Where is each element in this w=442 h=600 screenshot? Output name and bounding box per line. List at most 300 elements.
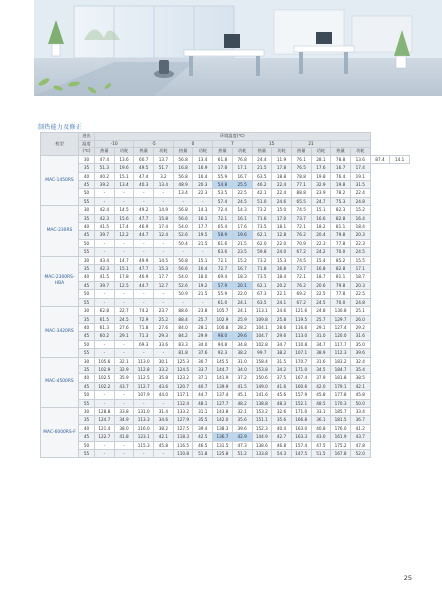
value-cell: 51.2: [232, 450, 252, 458]
value-cell: 124.5: [173, 365, 193, 373]
value-cell: 88.6: [173, 307, 193, 315]
value-cell: 60.7: [134, 155, 154, 163]
value-cell: 81.8: [173, 349, 193, 357]
value-cell: 17.1: [232, 164, 252, 172]
value-cell: 35.5: [193, 416, 213, 424]
table-row: [41, 214, 410, 222]
value-cell: 150.6: [252, 374, 272, 382]
value-cell: 183.2: [331, 357, 351, 365]
value-cell: 18.1: [272, 223, 292, 231]
table-row: [41, 290, 410, 298]
value-cell: 112.4: [173, 399, 193, 407]
value-cell: 24.5: [350, 248, 370, 256]
value-cell: -: [95, 391, 115, 399]
value-cell: 141.6: [252, 391, 272, 399]
value-cell: 40.2: [95, 172, 115, 180]
value-cell: -: [95, 450, 115, 458]
value-cell: 116.5: [173, 441, 193, 449]
table-row: [41, 416, 410, 424]
value-cell: 34.0: [193, 340, 213, 348]
table-row: [41, 357, 410, 365]
value-cell: 61.6: [213, 239, 233, 247]
value-cell: 34.0: [232, 365, 252, 373]
value-cell: 53.5: [213, 189, 233, 197]
value-cell: 15.2: [350, 206, 370, 214]
value-cell: 15.1: [114, 265, 134, 273]
value-cell: 74.5: [291, 256, 311, 264]
value-cell: 62.1: [252, 281, 272, 289]
value-cell: 33.8: [114, 407, 134, 415]
value-cell: 52.0: [350, 450, 370, 458]
value-cell: 85.2: [331, 256, 351, 264]
value-cell: 42.3: [95, 265, 115, 273]
value-cell: -: [114, 197, 134, 205]
value-cell: 22.3: [311, 239, 331, 247]
value-cell: 24.8: [311, 307, 331, 315]
value-cell: -: [154, 189, 174, 197]
value-cell: 125.3: [173, 357, 193, 365]
outdoor-temp-label: [331, 140, 370, 148]
value-cell: 78.8: [331, 155, 351, 163]
value-cell: 16.9: [193, 164, 213, 172]
value-cell: 72.1: [213, 256, 233, 264]
value-cell: 16.7: [331, 164, 351, 172]
outdoor-temp-label: -10: [95, 140, 134, 148]
value-cell: -: [193, 197, 213, 205]
value-cell: 19.6: [114, 164, 134, 172]
value-cell: 56.6: [173, 265, 193, 273]
water-temp-cell: 35: [79, 365, 95, 373]
value-cell: -: [114, 290, 134, 298]
value-cell: 14.9: [154, 206, 174, 214]
table-row: [41, 374, 410, 382]
value-cell: 73.2: [252, 206, 272, 214]
value-cell: 113.3: [134, 416, 154, 424]
value-cell: 117.7: [331, 340, 351, 348]
pi-subheader: 功耗: [311, 148, 331, 156]
value-cell: 16.8: [311, 265, 331, 273]
value-cell: 73.5: [252, 273, 272, 281]
value-cell: 99.7: [252, 349, 272, 357]
value-cell: 15.5: [350, 256, 370, 264]
pi-subheader: 功耗: [232, 148, 252, 156]
value-cell: 24.5: [311, 298, 331, 306]
value-cell: 112.8: [134, 365, 154, 373]
value-cell: -: [95, 197, 115, 205]
value-cell: 131.5: [213, 441, 233, 449]
value-cell: 22.7: [114, 307, 134, 315]
tc-subheader: 热量: [291, 148, 311, 156]
value-cell: 113.0: [134, 357, 154, 365]
value-cell: 20.4: [311, 231, 331, 239]
value-cell: -: [114, 248, 134, 256]
table-row: [41, 164, 410, 172]
value-cell: 74.5: [291, 206, 311, 214]
table-row: [41, 189, 410, 197]
value-cell: 54.3: [272, 450, 292, 458]
table-row: [41, 155, 410, 163]
value-cell: 62.0: [252, 239, 272, 247]
value-cell: 17.7: [154, 273, 174, 281]
value-cell: 45.8: [311, 391, 331, 399]
water-temp-cell: 40: [79, 223, 95, 231]
value-cell: 41.2: [350, 424, 370, 432]
value-cell: 102.9: [213, 315, 233, 323]
value-cell: 14.1: [390, 155, 410, 163]
value-cell: 32.4: [350, 357, 370, 365]
value-cell: 43.7: [350, 433, 370, 441]
value-cell: 22.5: [232, 189, 252, 197]
value-cell: -: [154, 349, 174, 357]
value-cell: 51.3: [95, 164, 115, 172]
value-cell: 25.7: [193, 315, 213, 323]
table-row: [41, 441, 410, 449]
value-cell: 45.8: [154, 441, 174, 449]
value-cell: 29.1: [114, 332, 134, 340]
value-cell: 65.5: [291, 197, 311, 205]
table-row: [41, 206, 410, 214]
value-cell: 88.8: [291, 189, 311, 197]
value-cell: 16.7: [232, 172, 252, 180]
value-cell: 144.7: [213, 365, 233, 373]
water-temp-cell: 55: [79, 298, 95, 306]
value-cell: 45.1: [232, 391, 252, 399]
value-cell: 163.3: [291, 433, 311, 441]
value-cell: -: [193, 248, 213, 256]
value-cell: 171.0: [291, 365, 311, 373]
value-cell: 28.1: [311, 155, 331, 163]
value-cell: 25.9: [232, 315, 252, 323]
value-cell: 25.2: [154, 315, 174, 323]
table-row: [41, 265, 410, 273]
value-cell: 77.1: [291, 181, 311, 189]
value-cell: 49.5: [134, 164, 154, 172]
value-cell: 20.3: [350, 231, 370, 239]
value-cell: 149.0: [252, 382, 272, 390]
value-cell: -: [95, 340, 115, 348]
value-cell: 72.7: [213, 265, 233, 273]
value-cell: 181.5: [331, 416, 351, 424]
value-cell: 45.6: [272, 391, 292, 399]
outdoor-temp-label: -5: [134, 140, 173, 148]
value-cell: 13.7: [154, 155, 174, 163]
value-cell: -: [193, 298, 213, 306]
value-cell: 185.7: [331, 407, 351, 415]
value-cell: 57.9: [213, 281, 233, 289]
value-cell: 15.2: [232, 256, 252, 264]
value-cell: -: [95, 298, 115, 306]
value-cell: 110.8: [291, 340, 311, 348]
value-cell: 158.4: [252, 357, 272, 365]
value-cell: 50.9: [173, 290, 193, 298]
value-cell: 47.7: [134, 265, 154, 273]
value-cell: 63.5: [252, 172, 272, 180]
value-cell: 19.8: [311, 172, 331, 180]
value-cell: 67.2: [291, 298, 311, 306]
value-cell: 62.1: [252, 231, 272, 239]
value-cell: 139.9: [213, 382, 233, 390]
value-cell: 59.8: [252, 248, 272, 256]
value-cell: 15.6: [114, 214, 134, 222]
value-cell: 27.6: [154, 323, 174, 331]
value-cell: 45.8: [350, 391, 370, 399]
pi-subheader: 功耗: [272, 148, 292, 156]
value-cell: 127.5: [173, 424, 193, 432]
value-cell: 25.7: [311, 315, 331, 323]
table-row: [41, 256, 410, 264]
value-cell: -: [134, 349, 154, 357]
value-cell: 17.6: [232, 223, 252, 231]
value-cell: 72.1: [291, 273, 311, 281]
value-cell: 16.8: [173, 164, 193, 172]
value-cell: 19.5: [193, 231, 213, 239]
value-cell: 24.1: [232, 298, 252, 306]
value-cell: 11.9: [272, 155, 292, 163]
value-cell: 18.8: [272, 172, 292, 180]
value-cell: 17.7: [193, 223, 213, 231]
value-cell: 104.7: [252, 332, 272, 340]
value-cell: 24.7: [311, 197, 331, 205]
value-cell: 20.6: [311, 281, 331, 289]
value-cell: 25.5: [232, 181, 252, 189]
value-cell: -: [134, 189, 154, 197]
table-row: [41, 181, 410, 189]
value-cell: -: [95, 239, 115, 247]
value-cell: 30.7: [193, 357, 213, 365]
value-cell: 133.2: [173, 407, 193, 415]
table-row: [41, 239, 410, 247]
water-temp-cell: 30: [79, 155, 95, 163]
value-cell: 37.5: [272, 374, 292, 382]
value-cell: 24.6: [272, 307, 292, 315]
temp-column-header-line2: 温度: [79, 140, 95, 148]
value-cell: 120.0: [331, 332, 351, 340]
value-cell: -: [114, 450, 134, 458]
value-cell: 49.2: [134, 206, 154, 214]
temp-column-header-line1: 进出: [79, 133, 95, 141]
value-cell: 84.2: [173, 332, 193, 340]
value-cell: 17.4: [154, 223, 174, 231]
value-cell: -: [154, 197, 174, 205]
value-cell: -: [134, 197, 154, 205]
model-name: MAC-2300RS-HBA: [41, 256, 79, 306]
value-cell: 167.8: [331, 450, 351, 458]
value-cell: 120.7: [173, 382, 193, 390]
value-cell: 20.2: [272, 281, 292, 289]
value-cell: 42.1: [154, 433, 174, 441]
value-cell: 15.1: [311, 206, 331, 214]
value-cell: 48.9: [173, 181, 193, 189]
value-cell: 24.6: [272, 197, 292, 205]
value-cell: 24.8: [350, 197, 370, 205]
value-cell: 40.3: [134, 181, 154, 189]
value-cell: 18.3: [232, 273, 252, 281]
value-cell: 78.2: [331, 189, 351, 197]
water-temp-cell: 55: [79, 399, 95, 407]
value-cell: 42.5: [193, 433, 213, 441]
value-cell: 14.5: [154, 256, 174, 264]
value-cell: 55.9: [213, 290, 233, 298]
value-cell: 39.2: [95, 181, 115, 189]
value-cell: 48.1: [193, 399, 213, 407]
value-cell: 171.0: [291, 407, 311, 415]
value-cell: 32.6: [272, 407, 292, 415]
value-cell: 109.8: [252, 315, 272, 323]
value-cell: 81.1: [331, 223, 351, 231]
value-cell: 16.8: [272, 265, 292, 273]
value-cell: 23.9: [311, 189, 331, 197]
value-cell: 117.1: [173, 391, 193, 399]
value-cell: 35.8: [154, 374, 174, 382]
water-temp-cell: 50: [79, 189, 95, 197]
water-temp-cell: 50: [79, 441, 95, 449]
value-cell: 34.5: [311, 365, 331, 373]
pi-subheader: 功耗: [193, 148, 213, 156]
pi-subheader: 功耗: [350, 148, 370, 156]
value-cell: 76.2: [291, 231, 311, 239]
table-row: [41, 399, 410, 407]
value-cell: -: [114, 189, 134, 197]
value-cell: 115.3: [134, 441, 154, 449]
value-cell: 153.8: [252, 365, 272, 373]
value-cell: 18.4: [350, 223, 370, 231]
value-cell: 175.2: [331, 441, 351, 449]
value-cell: 113.1: [252, 307, 272, 315]
value-cell: 12.2: [114, 231, 134, 239]
value-cell: 15.1: [114, 172, 134, 180]
value-cell: 77.8: [331, 239, 351, 247]
value-cell: 47.4: [134, 172, 154, 180]
value-cell: 22.3: [193, 189, 213, 197]
outdoor-temp-label: 21: [291, 140, 330, 148]
value-cell: 127.7: [213, 399, 233, 407]
value-cell: 82.3: [331, 206, 351, 214]
value-cell: 20.3: [350, 281, 370, 289]
value-cell: 61.5: [95, 315, 115, 323]
value-cell: 29.6: [272, 332, 292, 340]
value-cell: 13.4: [114, 181, 134, 189]
value-cell: 28.6: [272, 323, 292, 331]
value-cell: 20.3: [193, 181, 213, 189]
value-cell: 44.7: [134, 231, 154, 239]
value-cell: 24.5: [114, 315, 134, 323]
value-cell: -: [154, 450, 174, 458]
value-cell: 29.2: [350, 323, 370, 331]
value-cell: -: [173, 298, 193, 306]
value-cell: 31.0: [311, 332, 331, 340]
value-cell: -: [173, 197, 193, 205]
value-cell: 21.5: [193, 290, 213, 298]
value-cell: 12.5: [114, 281, 134, 289]
tc-subheader: 热量: [331, 148, 351, 156]
value-cell: 67.2: [291, 248, 311, 256]
water-temp-cell: 30: [79, 256, 95, 264]
value-cell: 37.6: [193, 349, 213, 357]
value-cell: 31.1: [193, 407, 213, 415]
value-cell: 38.5: [350, 374, 370, 382]
value-cell: 153.2: [252, 407, 272, 415]
value-cell: 16.4: [193, 265, 213, 273]
value-cell: 122.7: [95, 433, 115, 441]
value-cell: 50.4: [173, 239, 193, 247]
value-cell: 29.9: [193, 332, 213, 340]
value-cell: 49.9: [134, 256, 154, 264]
value-cell: 39.4: [193, 424, 213, 432]
table-row: [41, 332, 410, 340]
value-cell: 22.4: [350, 189, 370, 197]
value-cell: 94.8: [213, 340, 233, 348]
value-cell: 13.6: [114, 155, 134, 163]
value-cell: 46.2: [252, 181, 272, 189]
value-cell: 61.0: [213, 298, 233, 306]
value-cell: 16.4: [350, 214, 370, 222]
value-cell: 15.1: [193, 256, 213, 264]
water-temp-cell: 45: [79, 231, 95, 239]
value-cell: 18.0: [193, 273, 213, 281]
value-cell: 42.0: [311, 382, 331, 390]
value-cell: 34.7: [311, 340, 331, 348]
value-cell: 52.6: [173, 231, 193, 239]
value-cell: 16.7: [232, 265, 252, 273]
value-cell: 47.7: [134, 214, 154, 222]
value-cell: 43.4: [95, 256, 115, 264]
value-cell: 32.1: [232, 407, 252, 415]
value-cell: 46.9: [134, 273, 154, 281]
value-cell: 46.5: [193, 441, 213, 449]
value-cell: 24.8: [350, 298, 370, 306]
value-cell: 67.3: [252, 290, 272, 298]
value-cell: 127.4: [331, 323, 351, 331]
value-cell: -: [134, 248, 154, 256]
value-cell: 119.5: [291, 315, 311, 323]
water-temp-cell: 50: [79, 290, 95, 298]
value-cell: 81.1: [331, 273, 351, 281]
value-cell: 13.4: [173, 189, 193, 197]
value-cell: 14.7: [114, 256, 134, 264]
value-cell: 107.9: [134, 391, 154, 399]
value-cell: 58.9: [213, 231, 233, 239]
value-cell: 39.6: [350, 349, 370, 357]
value-cell: 136.7: [213, 433, 233, 441]
value-cell: 21.5: [232, 239, 252, 247]
value-cell: 143.8: [213, 407, 233, 415]
value-cell: 160.6: [291, 382, 311, 390]
tc-subheader: 热量: [134, 148, 154, 156]
value-cell: 138.6: [252, 441, 272, 449]
value-cell: 17.8: [213, 164, 233, 172]
value-cell: 34.9: [114, 416, 134, 424]
value-cell: 82.8: [331, 265, 351, 273]
value-cell: 44.7: [193, 391, 213, 399]
value-cell: 34.2: [272, 365, 292, 373]
value-cell: 71.6: [252, 214, 272, 222]
value-cell: 19.1: [350, 172, 370, 180]
value-cell: -: [134, 399, 154, 407]
water-temp-cell: 50: [79, 239, 95, 247]
value-cell: 71.8: [252, 265, 272, 273]
value-cell: 54.8: [213, 181, 233, 189]
value-cell: 83.3: [173, 340, 193, 348]
value-cell: 37.2: [232, 374, 252, 382]
value-cell: 44.0: [154, 391, 174, 399]
value-cell: 102.9: [95, 365, 115, 373]
value-cell: 36.7: [350, 416, 370, 424]
hero-image: [34, 0, 442, 96]
value-cell: -: [95, 248, 115, 256]
pi-subheader: 功耗: [114, 148, 134, 156]
value-cell: -: [114, 441, 134, 449]
value-cell: 70.9: [291, 239, 311, 247]
